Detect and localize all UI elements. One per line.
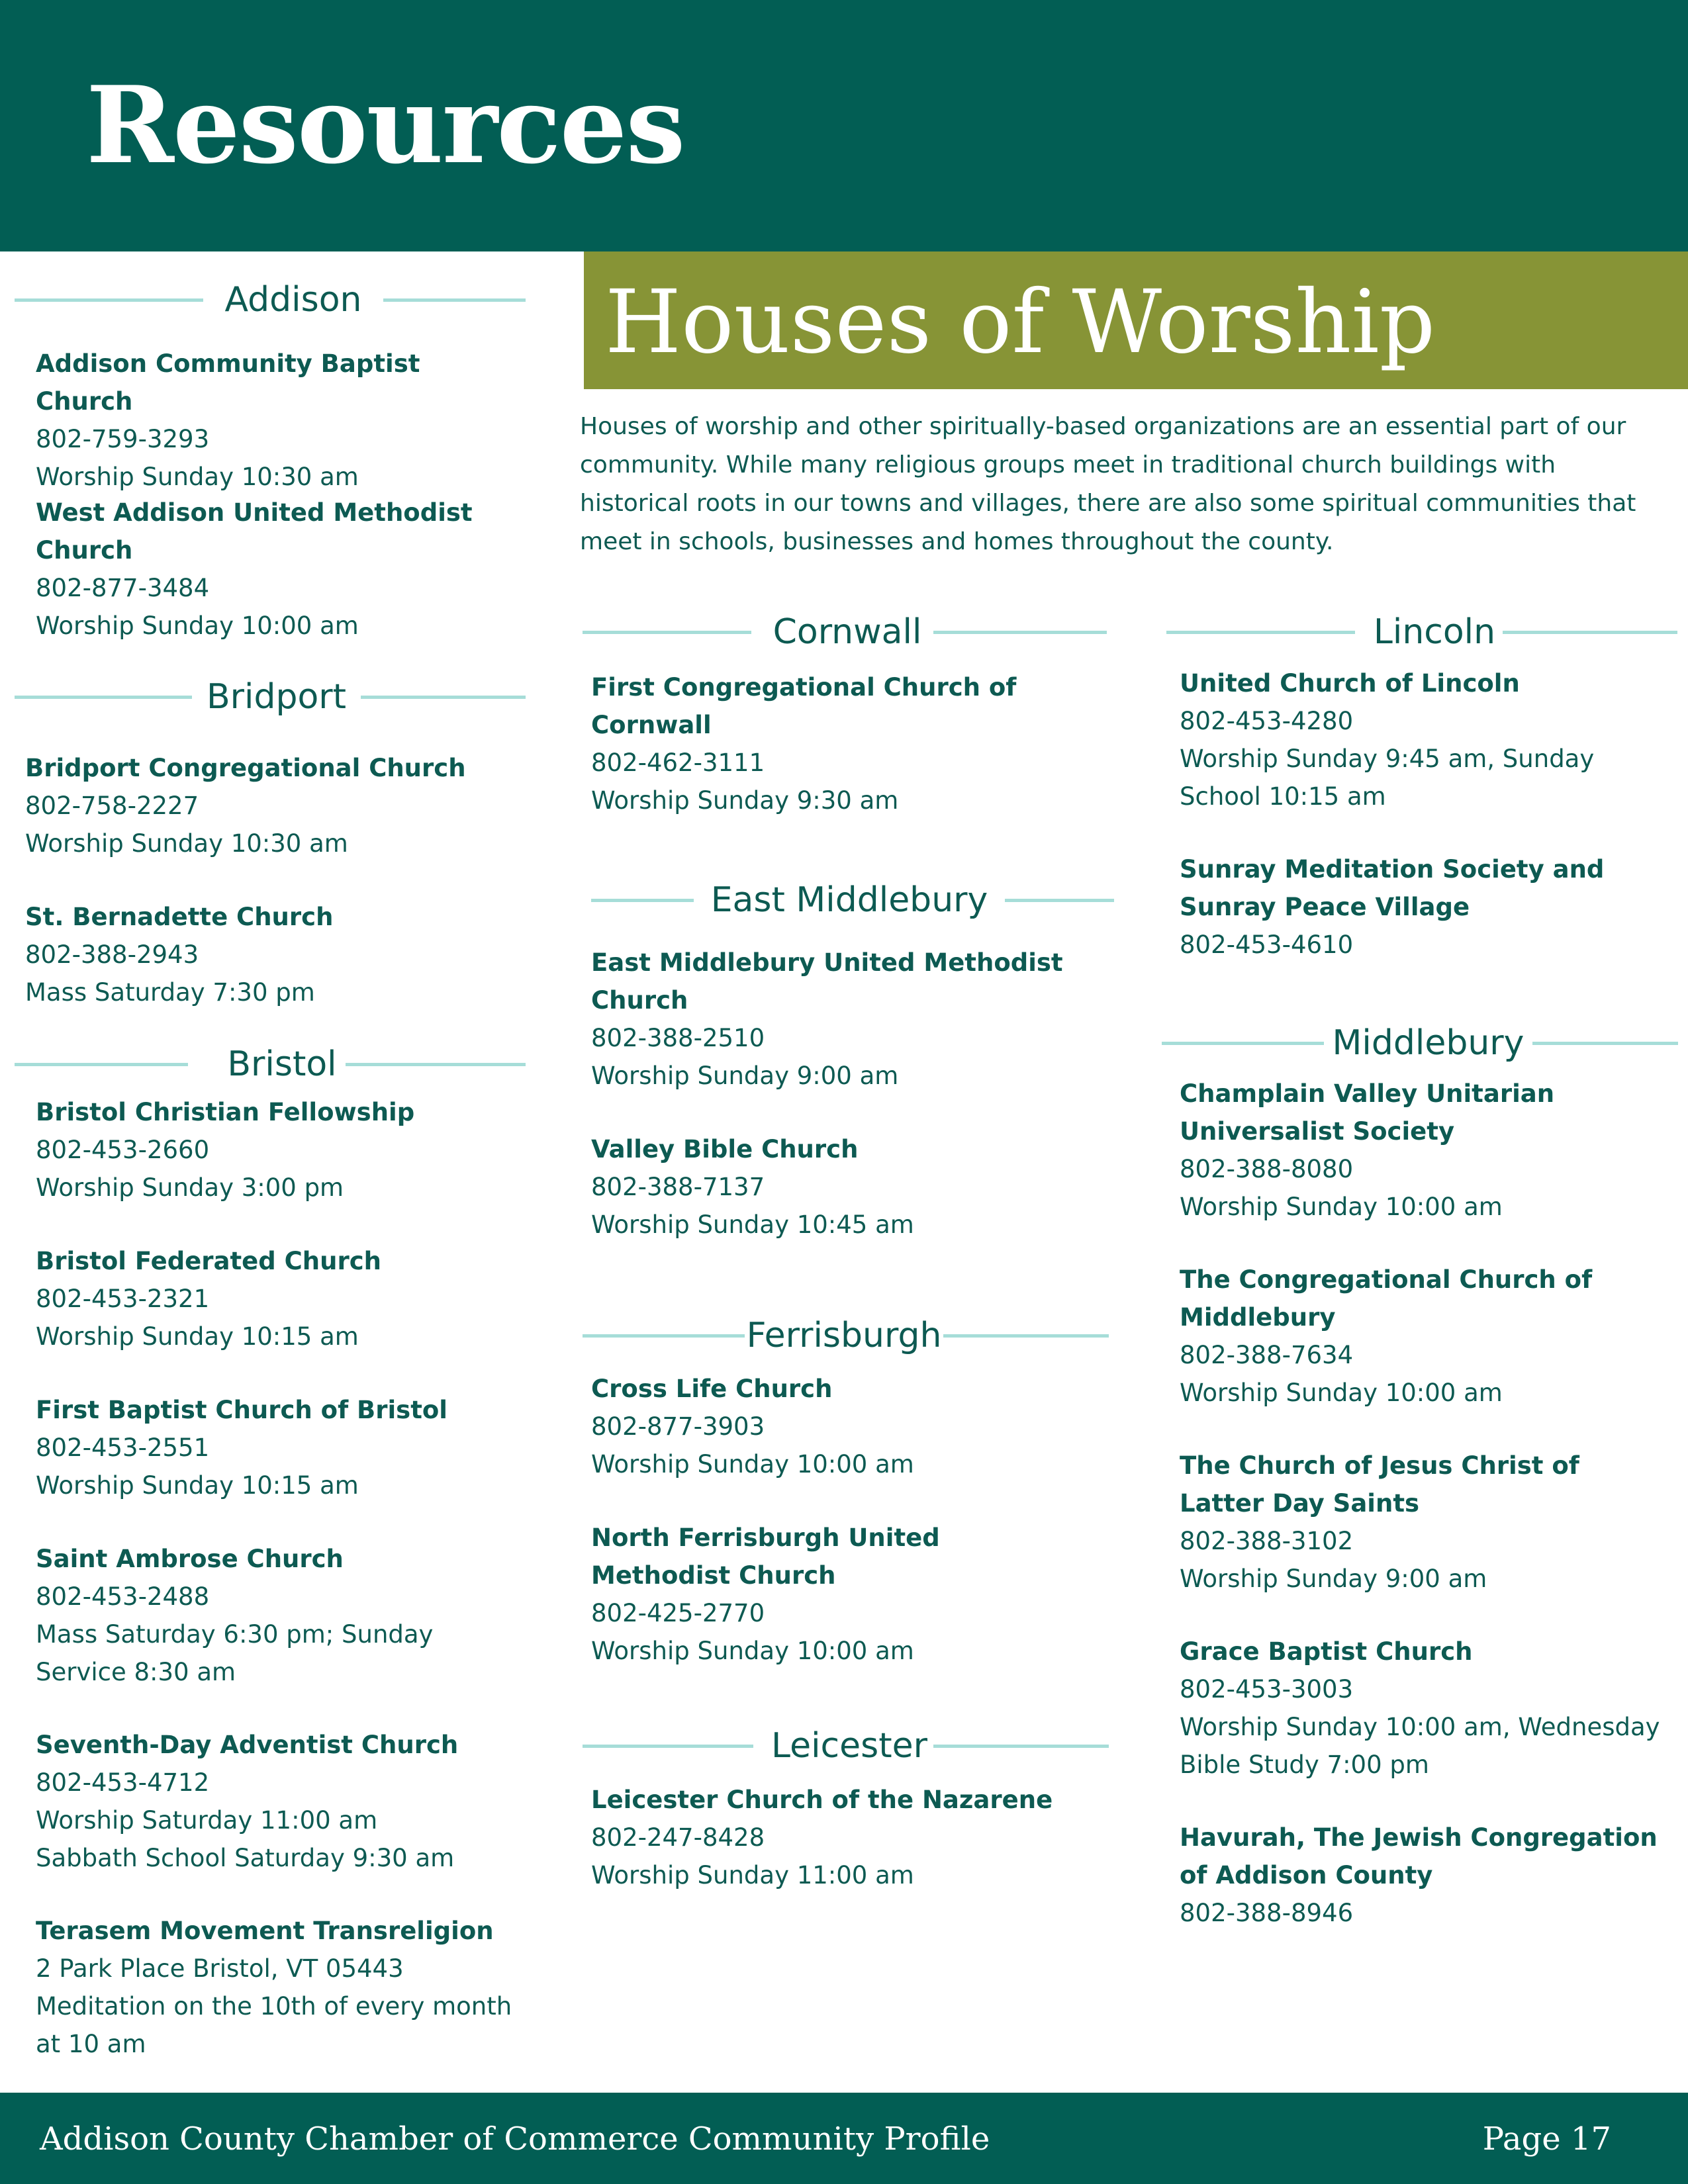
church-name: United Church of Lincoln bbox=[1180, 669, 1520, 698]
heading-rule bbox=[383, 298, 526, 302]
footer-title: Addison County Chamber of Commerce Community Profile bbox=[40, 2120, 990, 2158]
list-item bbox=[36, 1726, 526, 1877]
heading-rule bbox=[583, 631, 751, 634]
church-service: Worship Sunday 10:45 am bbox=[591, 1210, 914, 1239]
church-service: Worship Sunday 9:00 am bbox=[591, 1062, 899, 1090]
church-phone: 802-388-8946 bbox=[1180, 1899, 1354, 1927]
heading-rule bbox=[1162, 1042, 1324, 1045]
church-phone: 802-453-2488 bbox=[36, 1582, 210, 1611]
list-item bbox=[591, 1370, 1081, 1483]
section-banner bbox=[584, 251, 1688, 389]
church-phone: 802-462-3111 bbox=[591, 749, 765, 777]
church-service: Meditation on the 10th of every month at 10 am bbox=[36, 1992, 512, 2058]
heading-rule bbox=[583, 1334, 745, 1338]
church-name: Havurah, The Jewish Congregation of Addison County bbox=[1180, 1823, 1658, 1889]
church-phone: 802-388-7137 bbox=[591, 1173, 765, 1201]
list-item bbox=[591, 1781, 1081, 1894]
section-heading-bridport bbox=[15, 677, 526, 717]
church-service: Worship Sunday 10:30 am bbox=[36, 463, 359, 491]
church-phone: 802-453-2321 bbox=[36, 1285, 210, 1313]
list-item bbox=[25, 898, 515, 1011]
section-heading-ferrisburgh bbox=[583, 1316, 1109, 1355]
church-phone: 802-453-2551 bbox=[36, 1433, 210, 1462]
church-name: Terasem Movement Transreligion bbox=[36, 1917, 494, 1945]
section-heading-bristol bbox=[15, 1044, 526, 1084]
church-name: Sunray Meditation Society and Sunray Peace Village bbox=[1180, 855, 1605, 921]
church-service: Worship Sunday 10:15 am bbox=[36, 1322, 359, 1351]
section-heading-text: Bristol bbox=[227, 1044, 337, 1084]
page-number: Page 17 bbox=[1482, 2120, 1611, 2158]
heading-rule bbox=[1166, 631, 1355, 634]
list-item bbox=[1180, 1819, 1669, 1932]
church-phone: 802-453-4280 bbox=[1180, 707, 1354, 735]
list-item bbox=[1180, 1633, 1669, 1784]
heading-rule bbox=[943, 1334, 1109, 1338]
church-phone: 802-388-3102 bbox=[1180, 1527, 1354, 1555]
list-item bbox=[36, 494, 512, 645]
church-phone: 802-388-8080 bbox=[1180, 1155, 1354, 1183]
list-item bbox=[1180, 664, 1669, 815]
section-heading-leicester bbox=[583, 1726, 1109, 1766]
church-service: Worship Sunday 10:30 am bbox=[25, 829, 348, 858]
list-item bbox=[36, 1912, 526, 2063]
section-heading-lincoln bbox=[1166, 612, 1677, 652]
page-footer bbox=[0, 2093, 1688, 2184]
heading-rule bbox=[15, 696, 192, 699]
church-phone: 802-247-8428 bbox=[591, 1823, 765, 1852]
church-phone: 802-453-4610 bbox=[1180, 931, 1354, 959]
heading-rule bbox=[361, 696, 526, 699]
heading-rule bbox=[1532, 1042, 1678, 1045]
church-service: Worship Sunday 9:00 am bbox=[1180, 1565, 1487, 1593]
church-name: Grace Baptist Church bbox=[1180, 1637, 1473, 1666]
church-name: First Congregational Church of Cornwall bbox=[591, 673, 1017, 739]
list-item bbox=[1180, 1447, 1669, 1598]
church-name: Champlain Valley Unitarian Universalist Society bbox=[1180, 1079, 1555, 1146]
church-name: The Congregational Church of Middlebury bbox=[1180, 1265, 1593, 1332]
church-phone: 802-877-3903 bbox=[591, 1412, 765, 1441]
page-header bbox=[0, 0, 1688, 251]
intro-paragraph: Houses of worship and other spiritually-based organizations are an essential part of our community. While many religious groups meet in traditional church buildings with historical roots in our towns and villages, there are also some spiritual communities that meet in schools, businesses and homes throughout the county. bbox=[580, 413, 1636, 555]
church-name: Saint Ambrose Church bbox=[36, 1545, 344, 1573]
section-heading-text: Ferrisburgh bbox=[746, 1316, 942, 1355]
list-item bbox=[36, 1391, 526, 1504]
list-item bbox=[1180, 1261, 1669, 1412]
church-service: Worship Sunday 11:00 am bbox=[591, 1861, 914, 1889]
church-service: Worship Sunday 9:30 am bbox=[591, 786, 899, 815]
church-name: First Baptist Church of Bristol bbox=[36, 1396, 447, 1424]
heading-rule bbox=[15, 1063, 188, 1066]
church-service: Worship Sunday 10:15 am bbox=[36, 1471, 359, 1500]
church-name: St. Bernadette Church bbox=[25, 903, 334, 931]
church-name: Bristol Christian Fellowship bbox=[36, 1098, 415, 1126]
section-heading-text: East Middlebury bbox=[710, 880, 988, 920]
heading-rule bbox=[933, 1745, 1109, 1748]
list-item bbox=[591, 944, 1081, 1095]
banner-title: Houses of Worship bbox=[605, 271, 1436, 373]
heading-rule bbox=[1005, 899, 1114, 902]
church-phone: 802-388-2943 bbox=[25, 940, 199, 969]
church-name: West Addison United Methodist Church bbox=[36, 498, 473, 565]
church-name: Seventh-Day Adventist Church bbox=[36, 1731, 459, 1759]
church-name: Cross Life Church bbox=[591, 1375, 833, 1403]
church-service: Worship Sunday 10:00 am bbox=[591, 1637, 914, 1665]
church-name: The Church of Jesus Christ of Latter Day Saints bbox=[1180, 1451, 1579, 1518]
church-service: Sabbath School Saturday 9:30 am bbox=[36, 1844, 455, 1872]
list-item bbox=[591, 1519, 1081, 1670]
church-phone: 802-388-7634 bbox=[1180, 1341, 1354, 1369]
church-phone: 802-877-3484 bbox=[36, 574, 210, 602]
church-service: Worship Sunday 10:00 am bbox=[36, 612, 359, 640]
list-item bbox=[25, 749, 515, 862]
section-heading-text: Lincoln bbox=[1373, 612, 1496, 652]
heading-rule bbox=[933, 631, 1107, 634]
heading-rule bbox=[346, 1063, 526, 1066]
section-heading-text: Cornwall bbox=[773, 612, 922, 652]
section-heading-text: Bridport bbox=[206, 677, 347, 717]
section-heading-cornwall bbox=[583, 612, 1107, 652]
church-name: Bristol Federated Church bbox=[36, 1247, 381, 1275]
church-service: Worship Sunday 3:00 pm bbox=[36, 1173, 344, 1202]
church-name: North Ferrisburgh United Methodist Church bbox=[591, 1524, 940, 1590]
list-item bbox=[36, 345, 512, 496]
church-service: Mass Saturday 6:30 pm; Sunday Service 8:30 am bbox=[36, 1620, 434, 1686]
church-phone: 802-453-3003 bbox=[1180, 1675, 1354, 1704]
church-name: East Middlebury United Methodist Church bbox=[591, 948, 1063, 1015]
church-phone: 802-453-4712 bbox=[36, 1768, 210, 1797]
list-item bbox=[36, 1242, 526, 1355]
list-item bbox=[1180, 1075, 1669, 1226]
church-name: Addison Community Baptist Church bbox=[36, 349, 420, 416]
church-service: Worship Sunday 9:45 am, Sunday School 10:15 am bbox=[1180, 745, 1595, 811]
section-heading-east-middlebury bbox=[591, 880, 1114, 920]
church-phone: 802-425-2770 bbox=[591, 1599, 765, 1627]
church-phone: 802-388-2510 bbox=[591, 1024, 765, 1052]
church-phone: 802-758-2227 bbox=[25, 792, 199, 820]
list-item bbox=[36, 1093, 526, 1206]
church-service: Worship Sunday 10:00 am bbox=[591, 1450, 914, 1479]
list-item bbox=[591, 668, 1081, 819]
heading-rule bbox=[591, 899, 694, 902]
page-title: Resources bbox=[86, 63, 684, 187]
church-service: Worship Saturday 11:00 am bbox=[36, 1806, 378, 1835]
church-address: 2 Park Place Bristol, VT 05443 bbox=[36, 1954, 404, 1983]
list-item bbox=[36, 1540, 526, 1691]
church-name: Valley Bible Church bbox=[591, 1135, 859, 1163]
church-service: Worship Sunday 10:00 am bbox=[1180, 1379, 1503, 1407]
section-heading-text: Addison bbox=[224, 280, 362, 320]
heading-rule bbox=[15, 298, 203, 302]
heading-rule bbox=[583, 1745, 753, 1748]
church-service: Worship Sunday 10:00 am, Wednesday Bible Study 7:00 pm bbox=[1180, 1713, 1660, 1779]
church-phone: 802-453-2660 bbox=[36, 1136, 210, 1164]
list-item bbox=[1180, 850, 1669, 964]
church-service: Worship Sunday 10:00 am bbox=[1180, 1193, 1503, 1221]
church-name: Leicester Church of the Nazarene bbox=[591, 1786, 1053, 1814]
heading-rule bbox=[1503, 631, 1677, 634]
section-heading-addison bbox=[15, 280, 526, 320]
section-heading-text: Middlebury bbox=[1332, 1023, 1524, 1063]
section-heading-text: Leicester bbox=[771, 1726, 927, 1766]
church-service: Mass Saturday 7:30 pm bbox=[25, 978, 315, 1007]
church-name: Bridport Congregational Church bbox=[25, 754, 466, 782]
section-heading-middlebury bbox=[1162, 1023, 1678, 1063]
church-phone: 802-759-3293 bbox=[36, 425, 210, 453]
list-item bbox=[591, 1130, 1081, 1244]
